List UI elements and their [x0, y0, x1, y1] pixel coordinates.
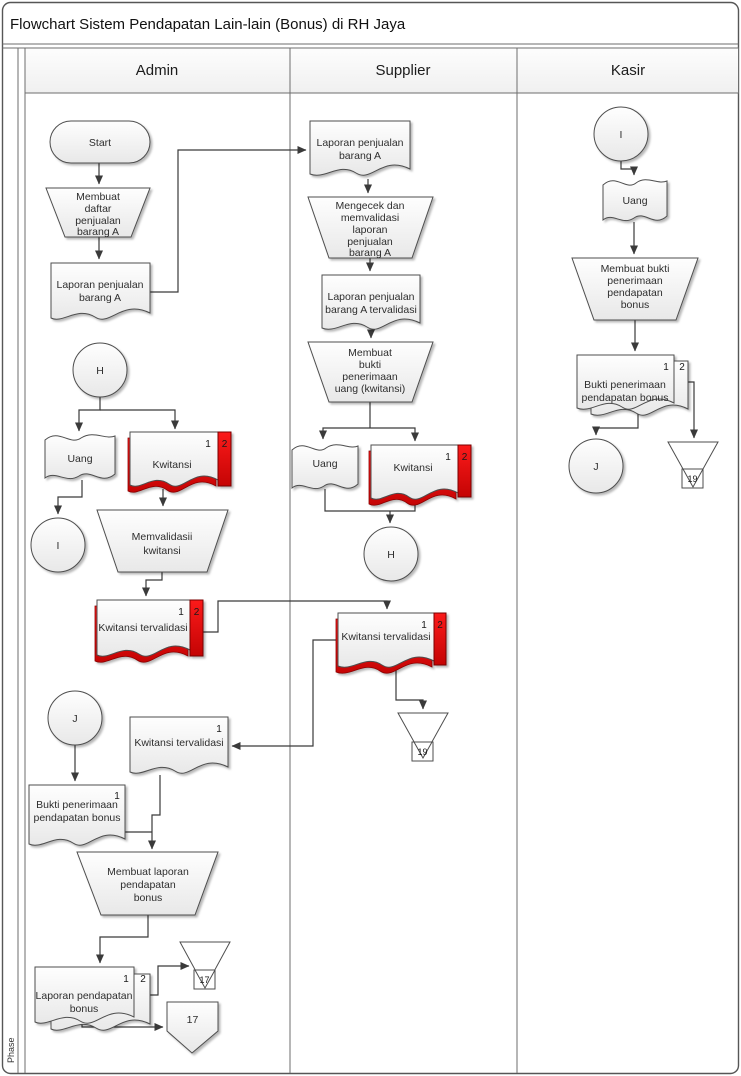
- kwitansi-label: Kwitansi: [393, 462, 433, 474]
- label-line: pendapatan bonus: [581, 392, 669, 404]
- connector-i-label: I: [56, 540, 60, 552]
- connector-i-label: I: [619, 129, 623, 141]
- connector-kasiri-to-uang: [621, 161, 634, 175]
- copy-number: 1: [663, 362, 669, 373]
- lane-title-admin: Admin: [135, 62, 179, 79]
- label-line: pendapatan: [120, 879, 176, 891]
- archive-number: 19: [417, 747, 428, 757]
- connector-supplier-split-to-uang: [323, 428, 370, 439]
- supplier-manual-op-mengecek: [308, 197, 433, 259]
- label-line: Laporan penjualan: [327, 291, 415, 303]
- kasir-manual-op-membuat-bukti: [572, 258, 698, 320]
- connector-kasir-doc-to-j: [596, 412, 638, 435]
- copy-number: 1: [421, 620, 427, 631]
- uang-label: Uang: [67, 453, 93, 465]
- label-line: Laporan penjualan: [316, 137, 404, 149]
- connector-supplier-split-to-kwitansi: [370, 428, 415, 441]
- label-line: bonus: [133, 892, 163, 904]
- offpage-number: 17: [186, 1014, 199, 1026]
- admin-connector-i: [31, 518, 85, 572]
- admin-multidoc-laporan-bonus: [35, 967, 150, 1030]
- phase-label: Phase: [6, 1037, 16, 1063]
- label-line: barang A: [348, 247, 392, 259]
- label-line: Membuat: [76, 191, 120, 203]
- admin-document-bukti-penerimaan: [29, 785, 125, 845]
- label-line: barang A: [76, 226, 120, 238]
- admin-tape-uang: [45, 435, 115, 479]
- copy-number: 1: [178, 607, 184, 618]
- copy-number: 1: [114, 791, 120, 802]
- label-line: uang (kwitansi): [334, 383, 406, 395]
- label-line: Bukti penerimaan: [36, 799, 118, 811]
- label-line: penerimaan: [607, 275, 663, 287]
- admin-connector-j: [48, 691, 102, 745]
- kasir-tape-uang: [603, 180, 667, 221]
- kwitansi-terv-label: Kwitansi tervalidasi: [98, 622, 188, 634]
- page-title: Flowchart Sistem Pendapatan Lain-lain (Bonus) di RH Jaya: [10, 16, 406, 33]
- copy-number: 2: [221, 439, 228, 450]
- supplier-document-laporan-tervalidasi: [322, 275, 420, 329]
- uang-label: Uang: [622, 195, 648, 207]
- admin-manual-op-membuat-daftar: [46, 188, 150, 238]
- supplier-connector-h: [364, 527, 418, 581]
- connector-kasir-doc-to-archive: [688, 382, 694, 438]
- lane-title-kasir: Kasir: [610, 62, 646, 79]
- label-line: Memvalidasii: [131, 531, 193, 543]
- label-line: pendapatan: [607, 287, 663, 299]
- label-line: Bukti penerimaan: [584, 379, 666, 391]
- copy-number: 1: [205, 439, 211, 450]
- label-line: bonus: [69, 1003, 99, 1015]
- connector-admin-doc-to-supplier-doc: [150, 150, 306, 292]
- label-line: Membuat bukti: [600, 263, 670, 275]
- admin-manual-op-memvalidasi: [97, 510, 228, 572]
- connector-docterv1-to-trap-laporan: [152, 775, 160, 849]
- copy-number: 2: [193, 607, 200, 618]
- connector-traplaporan-to-doc: [100, 915, 148, 963]
- admin-manual-op-membuat-laporan: [77, 852, 218, 915]
- copy-number: 1: [445, 452, 451, 463]
- admin-start-terminator: [50, 121, 150, 163]
- connector-trapvalidasi-to-docterv: [146, 572, 162, 596]
- uang-label: Uang: [312, 458, 338, 470]
- label-line: bonus: [620, 299, 650, 311]
- connector-supplier-docterv-to-archive: [396, 668, 423, 709]
- admin-document-kwitansi-tervalidasi-copy1: [130, 717, 228, 773]
- copy-number: 1: [216, 724, 222, 735]
- supplier-archive-triangle: [398, 713, 448, 761]
- kwitansi-label: Kwitansi: [152, 459, 192, 471]
- connector-j-label: J: [72, 713, 78, 725]
- label-line: Membuat: [348, 347, 392, 359]
- kasir-connector-i: [594, 107, 648, 161]
- label-line: Mengecek dan: [335, 200, 405, 212]
- label-line: bukti: [358, 359, 382, 371]
- label-line: penerimaan: [342, 371, 398, 383]
- label-line: daftar: [84, 203, 112, 215]
- copy-number: 2: [461, 452, 468, 463]
- admin-document-kwitansi-tervalidasi: [95, 600, 203, 662]
- label-line: penjualan: [347, 236, 393, 248]
- supplier-tape-uang: [292, 445, 358, 489]
- label-line: laporan: [352, 224, 388, 236]
- copy-number: 2: [679, 362, 685, 373]
- connector-laporan2-to-archive: [150, 966, 189, 995]
- kasir-multidoc-bukti: [577, 355, 688, 415]
- label-line: Membuat laporan: [107, 866, 189, 878]
- copy-number: 2: [140, 974, 146, 985]
- copy-number: 1: [123, 974, 129, 985]
- admin-start-label: Start: [88, 137, 112, 149]
- supplier-document-kwitansi: [369, 445, 471, 505]
- kwitansi-terv1-label: Kwitansi tervalidasi: [134, 737, 224, 749]
- supplier-document-kwitansi-tervalidasi: [336, 613, 446, 673]
- kasir-archive-triangle: [668, 442, 718, 488]
- supplier-manual-op-membuat-bukti: [308, 342, 433, 402]
- admin-document-laporan-penjualan: [51, 263, 150, 319]
- admin-connector-h: [73, 343, 127, 397]
- label-line: memvalidasi: [340, 212, 400, 224]
- connector-h-label: H: [96, 365, 104, 377]
- connector-uang-to-i: [58, 480, 82, 514]
- label-line: penjualan: [75, 215, 121, 227]
- admin-document-kwitansi: [128, 432, 231, 492]
- archive-number: 19: [687, 474, 698, 484]
- admin-offpage-connector: [167, 1002, 218, 1053]
- kwitansi-terv-label: Kwitansi tervalidasi: [341, 631, 431, 643]
- connector-j-label: J: [593, 461, 599, 473]
- kasir-connector-j: [569, 439, 623, 493]
- label-line: Laporan penjualan: [56, 279, 144, 291]
- connector-adminh-to-kwitansi: [100, 410, 175, 429]
- connector-h-label: H: [387, 549, 395, 561]
- label-line: barang A: [338, 150, 382, 162]
- label-line: kwitansi: [143, 545, 181, 557]
- connector-supplier-docterv-to-admin-doc1: [232, 640, 338, 746]
- label-line: Laporan pendapatan: [35, 990, 133, 1002]
- label-line: pendapatan bonus: [33, 812, 121, 824]
- label-line: barang A tervalidasi: [325, 304, 417, 316]
- copy-number: 2: [437, 620, 443, 631]
- connector-adminh-to-uang: [79, 397, 100, 431]
- archive-number: 17: [199, 975, 210, 985]
- lane-title-supplier: Supplier: [375, 62, 431, 79]
- label-line: barang A: [78, 292, 122, 304]
- supplier-document-laporan-penjualan: [310, 121, 410, 175]
